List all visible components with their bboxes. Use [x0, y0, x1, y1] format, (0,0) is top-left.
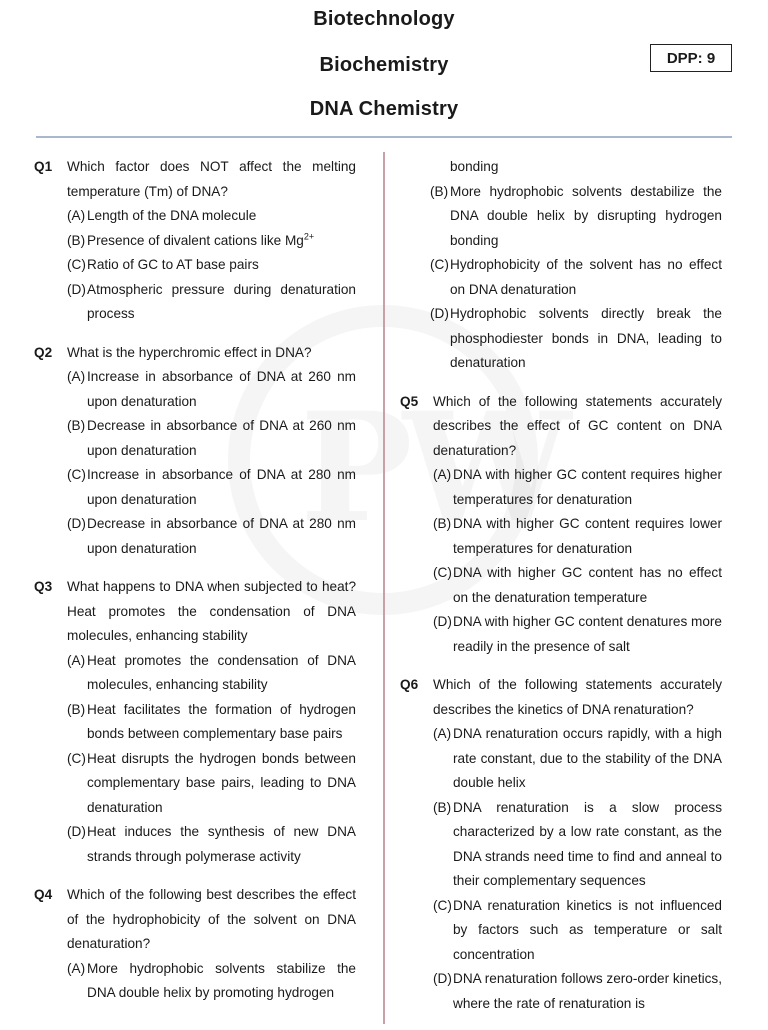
option-text: More hydrophobic solvents destabilize the DNA double helix by disrupting hydrogen bonding: [450, 183, 722, 248]
option-c[interactable]: [67, 253, 356, 278]
option-text: More hydrophobic solvents stabilize the DNA double helix by promoting hydrogen: [87, 960, 356, 1000]
option-text: Hydrophobicity of the solvent has no effect on DNA denaturation: [450, 257, 722, 297]
question-1: [34, 155, 356, 327]
chapter-title: Biochemistry: [319, 54, 449, 76]
option-b[interactable]: [67, 414, 356, 463]
question-number: Q1: [34, 159, 53, 174]
option-label: (B): [433, 516, 452, 531]
option-text: Hydrophobic solvents directly break the phosphodiester bonds in DNA, leading to denaturation: [450, 306, 722, 370]
option-d[interactable]: [67, 512, 356, 561]
option-text: DNA with higher GC content has no effect on the denaturation temperature: [453, 565, 722, 605]
question-text: What is the hyperchromic effect in DNA?: [67, 344, 312, 360]
option-label: (A): [433, 467, 452, 482]
option-b[interactable]: [67, 698, 356, 747]
option-c[interactable]: [67, 463, 356, 512]
option-label: (B): [430, 183, 449, 199]
option-text: DNA renaturation occurs rapidly, with a high rate constant, due to the stability of the DNA double helix: [453, 726, 722, 790]
option-label: (D): [433, 614, 452, 629]
question-number: Q6: [400, 677, 419, 692]
option-d[interactable]: [67, 820, 356, 869]
option-b[interactable]: [430, 180, 722, 254]
option-label: (D): [67, 516, 86, 531]
option-b[interactable]: [433, 796, 722, 894]
option-label: (D): [67, 824, 86, 839]
question-6: [400, 673, 722, 1016]
option-text: Atmospheric pressure during denaturation process: [87, 281, 356, 321]
option-text: Increase in absorbance of DNA at 280 nm upon denaturation: [87, 467, 356, 507]
option-text: Ratio of GC to AT base pairs: [87, 257, 259, 272]
option-label: (C): [433, 897, 452, 913]
option-label: (A): [67, 960, 86, 976]
option-label: (C): [67, 750, 86, 766]
option-d[interactable]: [67, 278, 356, 327]
option-text: Presence of divalent cations like $Mg^{2+}$: [87, 230, 315, 248]
question-4: [34, 883, 356, 1006]
option-text: Length of the DNA molecule: [87, 208, 257, 223]
option-label: (B): [67, 418, 86, 433]
option-c[interactable]: [430, 253, 722, 302]
option-label: (D): [433, 971, 452, 986]
option-a[interactable]: [67, 957, 356, 1006]
question-text: Which of the following best describes the effect of the hydrophobicity of the solvent on DNA denaturation?: [67, 887, 356, 951]
question-text: Which of the following statements accurately describes the effect of GC content on DNA denaturation?: [433, 393, 722, 458]
option-label: (C): [67, 257, 86, 272]
option-text: Heat facilitates the formation of hydrogen bonds between complementary base pairs: [87, 701, 356, 741]
option-text: Heat promotes the condensation of DNA molecules, enhancing stability: [87, 652, 356, 692]
option-label: (B): [67, 701, 86, 717]
option-text: Decrease in absorbance of DNA at 280 nm upon denaturation: [87, 516, 356, 556]
topic-title: DNA Chemistry: [309, 98, 459, 120]
question-5: [400, 390, 722, 660]
question-number: Q5: [400, 393, 419, 409]
option-d[interactable]: [430, 302, 722, 376]
option-label: (C): [67, 467, 86, 482]
option-label: (A): [433, 726, 452, 741]
option-label: (B): [67, 232, 86, 248]
question-text: Which of the following statements accurately describes the kinetics of DNA renaturation?: [433, 677, 722, 717]
option-a[interactable]: [67, 365, 356, 414]
option-text: DNA with higher GC content requires higher temperatures for denaturation: [453, 467, 722, 507]
option-label: (C): [430, 257, 449, 272]
option-text: Heat induces the synthesis of new DNA strands through polymerase activity: [87, 824, 356, 864]
option-text: DNA with higher GC content requires lower temperatures for denaturation: [453, 516, 722, 556]
page-header: [0, 0, 768, 140]
option-a[interactable]: [67, 649, 356, 698]
option-label: (A): [67, 369, 86, 384]
question-3: [34, 575, 356, 869]
option-text: DNA renaturation is a slow process characterized by a low rate constant, as the DNA strands need time to find and anneal to their complementary sequences: [453, 799, 722, 888]
question-2: [34, 341, 356, 562]
option-text: Decrease in absorbance of DNA at 260 nm upon denaturation: [87, 418, 356, 458]
option-d[interactable]: [433, 967, 722, 1016]
option-label: (A): [67, 208, 86, 223]
option-text: DNA renaturation kinetics is not influenced by factors such as temperature or salt concentration: [453, 897, 722, 962]
right-column: [400, 155, 722, 1030]
left-column: [34, 155, 356, 1020]
question-text: What happens to DNA when subjected to heat? Heat promotes the condensation of DNA molecules, enhancing stability: [67, 579, 356, 643]
option-text: DNA with higher GC content denatures more readily in the presence of salt: [453, 614, 722, 654]
option-a[interactable]: [433, 722, 722, 796]
option-text-continued: bonding: [450, 159, 499, 174]
question-number: Q3: [34, 579, 53, 594]
option-c[interactable]: [67, 747, 356, 821]
option-text: DNA renaturation follows zero-order kinetics, where the rate of renaturation is: [453, 971, 722, 1011]
question-4-continued: [400, 155, 722, 376]
option-label: (D): [67, 281, 86, 297]
option-text: Heat disrupts the hydrogen bonds between complementary base pairs, leading to DNA denaturation: [87, 750, 356, 815]
option-d[interactable]: [433, 610, 722, 659]
question-number: Q2: [34, 344, 53, 360]
option-label: (D): [430, 306, 449, 321]
question-number: Q4: [34, 887, 53, 902]
option-label: (B): [433, 799, 452, 815]
option-label: (A): [67, 652, 86, 668]
dpp-badge: DPP: 9: [650, 44, 732, 72]
option-text: Increase in absorbance of DNA at 260 nm upon denaturation: [87, 369, 356, 409]
option-c[interactable]: [433, 894, 722, 968]
option-label: (C): [433, 565, 452, 580]
option-b[interactable]: [67, 229, 356, 254]
subject-title: Biotechnology: [313, 8, 455, 30]
question-text: Which factor does NOT affect the melting temperature (Tm) of DNA?: [67, 159, 356, 199]
header-divider: [36, 136, 732, 138]
option-a[interactable]: [433, 463, 722, 512]
option-c[interactable]: [433, 561, 722, 610]
column-divider: [383, 152, 385, 1024]
option-a[interactable]: [67, 204, 356, 229]
option-b[interactable]: [433, 512, 722, 561]
